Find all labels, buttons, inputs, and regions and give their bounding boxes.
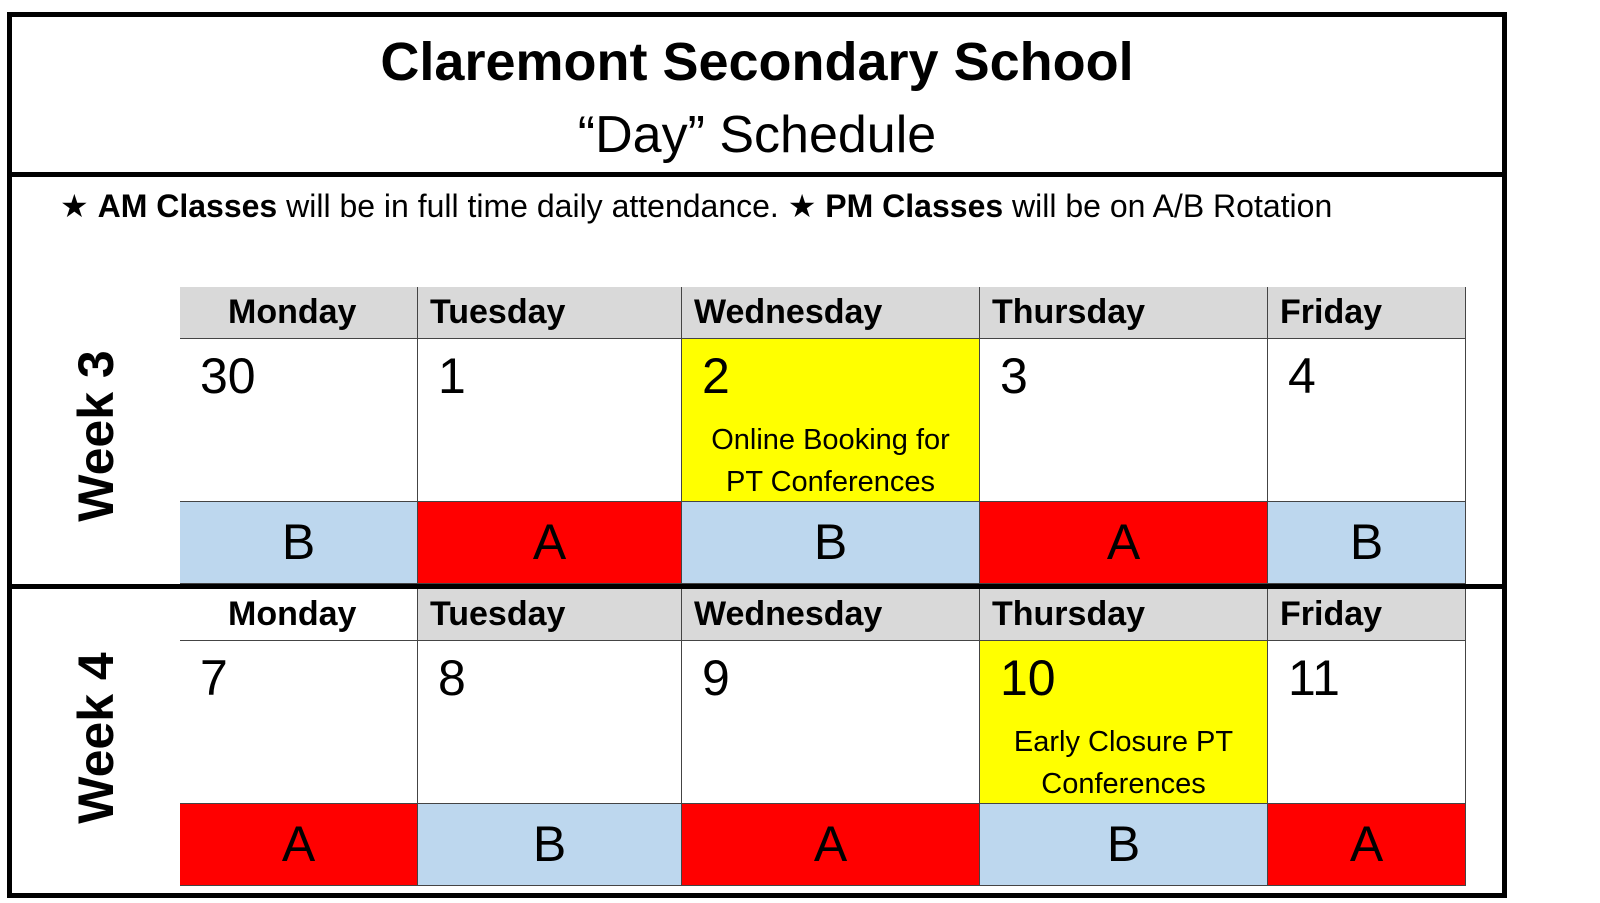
date-number: 4 [1288,348,1316,404]
am-classes-label: AM Classes [97,188,278,224]
day-header: Friday [1268,589,1466,641]
day-header: Wednesday [682,287,980,339]
schedule-frame [7,12,1507,898]
date-number: 30 [200,348,256,404]
rotation-cell: A [180,804,418,886]
rotation-cell: A [1268,804,1466,886]
date-cell [1268,641,1466,804]
date-cell [418,339,682,502]
rotation-cell: B [180,502,418,584]
date-number: 8 [438,650,466,706]
event-note: Online Booking for PT Conferences [711,424,950,498]
date-number: 2 [702,348,730,404]
title-block [12,17,1502,177]
day-header: Tuesday [418,589,682,641]
am-classes-text: will be in full time daily attendance. [277,188,788,224]
schedule-grid [12,287,1502,897]
day-header: Friday [1268,287,1466,339]
date-number: 11 [1288,650,1340,706]
date-cell [1268,339,1466,502]
date-number: 3 [1000,348,1028,404]
week-label [12,287,180,584]
day-header: Thursday [980,287,1268,339]
week-label [12,589,180,886]
day-header: Monday [180,287,418,339]
week-label-text: Week 3 [68,349,124,522]
day-header: Monday [180,589,418,641]
date-number: 7 [200,650,228,706]
date-cell [180,641,418,804]
star-icon: ★ [787,188,817,224]
date-cell [682,641,980,804]
rotation-cell: A [980,502,1268,584]
week-label-text: Week 4 [68,651,124,824]
date-cell [418,641,682,804]
date-cell [980,339,1268,502]
school-title: Claremont Secondary School [380,32,1134,92]
divider [12,172,1502,177]
rotation-cell: B [980,804,1268,886]
pm-classes-label: PM Classes [825,188,1004,224]
date-cell [682,339,980,502]
date-cell [980,641,1268,804]
event-note: Early Closure PT Conferences [1013,726,1234,800]
day-header: Wednesday [682,589,980,641]
date-number: 1 [438,348,466,404]
rotation-cell: A [418,502,682,584]
rotation-cell: B [418,804,682,886]
rotation-cell: B [1268,502,1466,584]
rotation-cell: B [682,502,980,584]
date-cell [180,339,418,502]
date-number: 10 [1000,650,1056,706]
pm-classes-text: will be on A/B Rotation [1003,188,1333,224]
day-header: Tuesday [418,287,682,339]
star-icon: ★ [60,188,89,224]
date-number: 9 [702,650,730,706]
schedule-subtitle: “Day” Schedule [577,106,937,164]
attendance-notice [60,187,1332,225]
rotation-cell: A [682,804,980,886]
day-header: Thursday [980,589,1268,641]
week-separator [12,584,1502,589]
